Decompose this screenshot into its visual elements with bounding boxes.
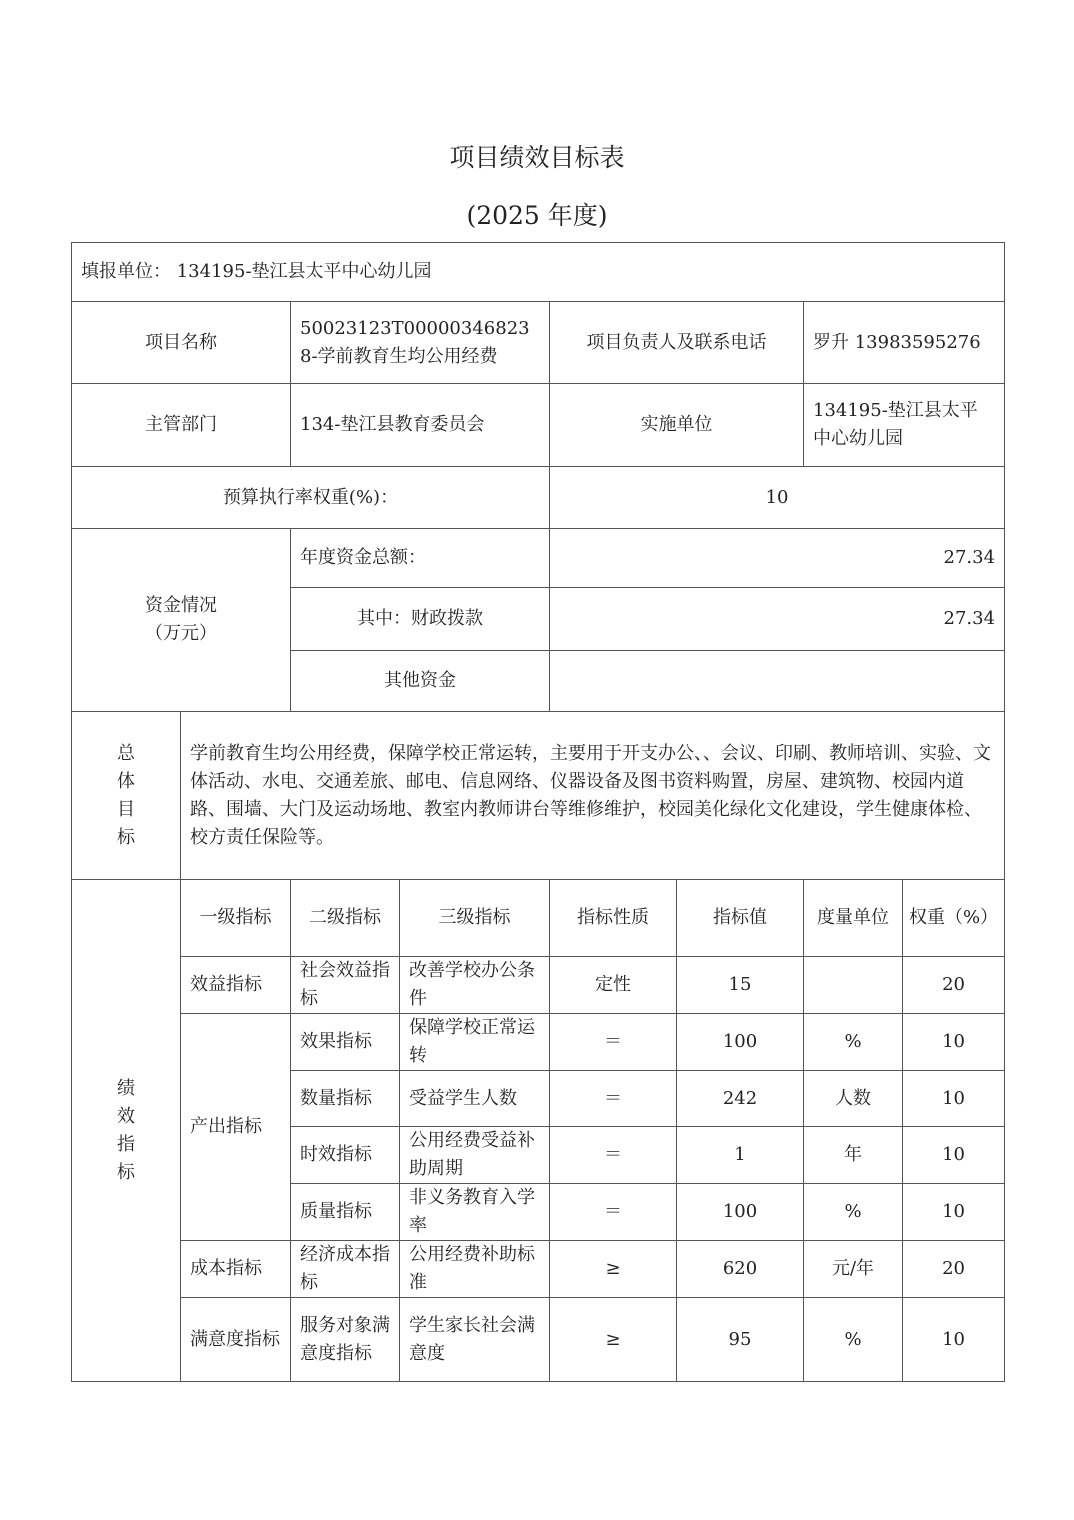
level3-cell: 受益学生人数 (400, 1071, 550, 1127)
unit-cell (804, 957, 903, 1014)
funds-label-line2: （万元） (145, 623, 217, 644)
value-cell: 100 (677, 1184, 804, 1241)
goal-label-char: 标 (117, 826, 135, 848)
weight-cell: 20 (903, 1241, 1005, 1298)
header-level2: 二级指标 (291, 880, 400, 957)
table-row (72, 1241, 1005, 1298)
funds-fiscal-label: 其中：财政拨款 (291, 588, 550, 651)
contact-value: 罗升 13983595276 (804, 302, 1005, 384)
unit-cell: % (804, 1014, 903, 1071)
project-name-label: 项目名称 (72, 302, 291, 384)
value-cell: 100 (677, 1014, 804, 1071)
goal-label-char: 目 (117, 798, 135, 820)
indicators-label-char: 效 (117, 1105, 135, 1127)
funds-other-value (550, 651, 1005, 712)
level2-cell: 社会效益指标 (291, 957, 400, 1014)
nature-cell: ≥ (550, 1298, 677, 1382)
header-nature: 指标性质 (550, 880, 677, 957)
report-unit-value: 134195-垫江县太平中心幼儿园 (176, 261, 432, 282)
nature-cell: ＝ (550, 1014, 677, 1071)
value-cell: 620 (677, 1241, 804, 1298)
level3-cell: 公用经费补助标准 (400, 1241, 550, 1298)
budget-weight-label: 预算执行率权重(%)： (72, 467, 550, 529)
level3-cell: 学生家长社会满意度 (400, 1298, 550, 1382)
impl-unit-label: 实施单位 (550, 384, 804, 467)
header-weight: 权重（%） (903, 880, 1005, 957)
level2-cell: 时效指标 (291, 1127, 400, 1184)
weight-cell: 10 (903, 1298, 1005, 1382)
weight-cell: 10 (903, 1184, 1005, 1241)
unit-cell: 人数 (804, 1071, 903, 1127)
funds-label (72, 529, 291, 712)
performance-target-table (71, 242, 1005, 1382)
unit-cell: 年 (804, 1127, 903, 1184)
funds-label-line1: 资金情况 (145, 595, 217, 616)
value-cell: 95 (677, 1298, 804, 1382)
level1-cell: 成本指标 (181, 1241, 291, 1298)
value-cell: 1 (677, 1127, 804, 1184)
indicators-label-char: 标 (117, 1161, 135, 1183)
report-unit-label: 填报单位： (81, 261, 171, 282)
weight-cell: 10 (903, 1127, 1005, 1184)
level1-cell: 满意度指标 (181, 1298, 291, 1382)
header-level1: 一级指标 (181, 880, 291, 957)
weight-cell: 20 (903, 957, 1005, 1014)
level2-cell: 服务对象满意度指标 (291, 1298, 400, 1382)
unit-cell: % (804, 1184, 903, 1241)
level3-cell: 改善学校办公条件 (400, 957, 550, 1014)
funds-total-label: 年度资金总额： (291, 529, 550, 588)
level1-cell: 效益指标 (181, 957, 291, 1014)
value-cell: 15 (677, 957, 804, 1014)
nature-cell: 定性 (550, 957, 677, 1014)
dept-value: 134-垫江县教育委员会 (291, 384, 550, 467)
page-subtitle-year: (2025 年度) (466, 201, 608, 230)
level3-cell: 公用经费受益补助周期 (400, 1127, 550, 1184)
header-value: 指标值 (677, 880, 804, 957)
unit-cell: % (804, 1298, 903, 1382)
budget-weight-value: 10 (550, 467, 1005, 529)
value-cell: 242 (677, 1071, 804, 1127)
contact-label: 项目负责人及联系电话 (550, 302, 804, 384)
header-unit: 度量单位 (804, 880, 903, 957)
level2-cell: 数量指标 (291, 1071, 400, 1127)
level2-cell: 经济成本指标 (291, 1241, 400, 1298)
nature-cell: ＝ (550, 1071, 677, 1127)
nature-cell: ≥ (550, 1241, 677, 1298)
table-row (72, 1014, 1005, 1071)
dept-label: 主管部门 (72, 384, 291, 467)
weight-cell: 10 (903, 1014, 1005, 1071)
funds-other-label: 其他资金 (291, 651, 550, 712)
goal-label-char: 总 (117, 742, 135, 764)
goal-label-char: 体 (117, 770, 135, 792)
overall-goal-label (72, 712, 181, 880)
report-unit-cell (72, 243, 1005, 302)
header-level3: 三级指标 (400, 880, 550, 957)
overall-goal-text: 学前教育生均公用经费，保障学校正常运转，主要用于开支办公、、会议、印刷、教师培训、实验、文体活动、水电、交通差旅、邮电、信息网络、仪器设备及图书资料购置，房屋、建筑物、校园内道路、围墙、大门及运动场地、教室内教师讲台等维修维护，校园美化绿化文化建设，学生健康体检、校方责任保险等。 (181, 712, 1005, 880)
page-title: 项目绩效目标表 (449, 143, 625, 172)
funds-total-value: 27.34 (550, 529, 1005, 588)
table-row (72, 1298, 1005, 1382)
indicators-label-char: 指 (117, 1133, 135, 1155)
unit-cell: 元/年 (804, 1241, 903, 1298)
impl-unit-value: 134195-垫江县太平中心幼儿园 (804, 384, 1005, 467)
level1-cell: 产出指标 (181, 1014, 291, 1241)
indicators-label-char: 绩 (117, 1077, 135, 1099)
level3-cell: 非义务教育入学率 (400, 1184, 550, 1241)
funds-fiscal-value: 27.34 (550, 588, 1005, 651)
table-row (72, 957, 1005, 1014)
project-name-value: 50023123T000003468238-学前教育生均公用经费 (291, 302, 550, 384)
indicators-label (72, 880, 181, 1382)
level2-cell: 质量指标 (291, 1184, 400, 1241)
level3-cell: 保障学校正常运转 (400, 1014, 550, 1071)
level2-cell: 效果指标 (291, 1014, 400, 1071)
nature-cell: ＝ (550, 1184, 677, 1241)
nature-cell: ＝ (550, 1127, 677, 1184)
weight-cell: 10 (903, 1071, 1005, 1127)
